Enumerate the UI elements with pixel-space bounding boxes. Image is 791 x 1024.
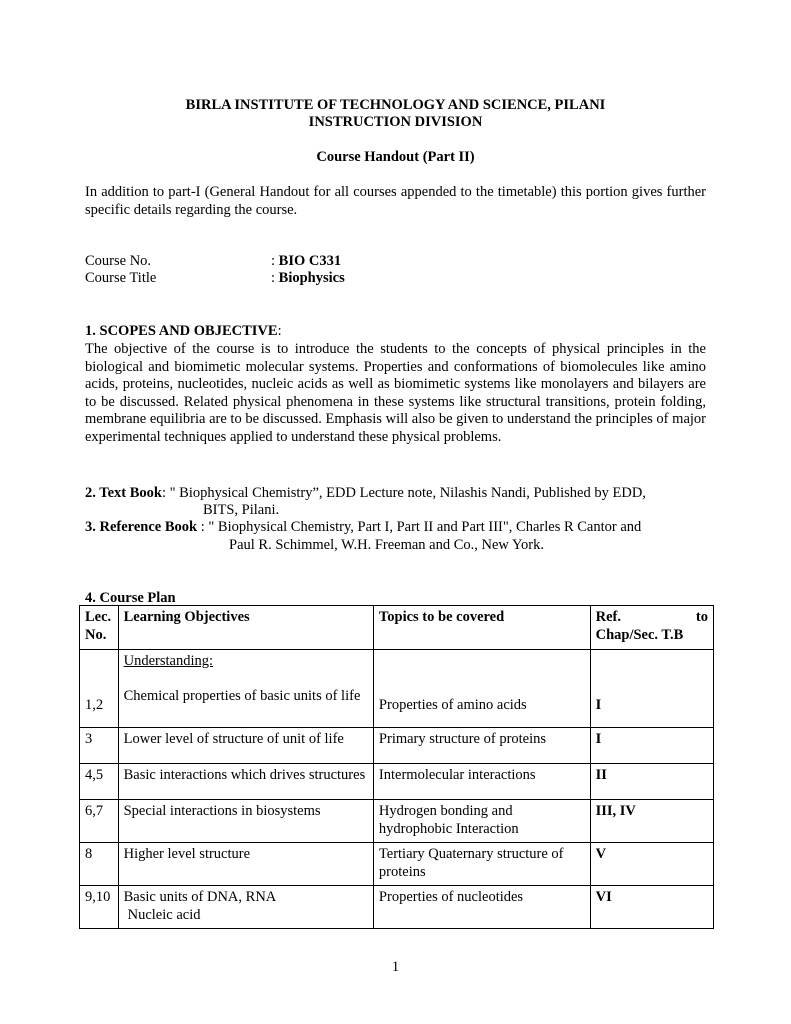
reference-book-citation: " Biophysical Chemistry, Part I, Part II and Part III", Charles R Cantor and <box>208 519 642 535</box>
objective-cell: Higher level structure <box>118 843 373 886</box>
section1-heading: 1. SCOPES AND OBJECTIVE: <box>85 323 282 339</box>
course-title-value: Biophysics <box>278 270 345 286</box>
topic-cell: Intermolecular interactions <box>373 764 590 800</box>
text-book-line2: BITS, Pilani. <box>203 502 280 518</box>
topic-cell: Properties of amino acids <box>378 697 527 713</box>
handout-title: Course Handout (Part II) <box>316 149 475 165</box>
table-header-row <box>80 606 714 650</box>
objective-cell: Chemical properties of basic units of life <box>123 687 361 704</box>
header-objectives: Learning Objectives <box>118 606 373 650</box>
lec-cell: 4,5 <box>80 764 119 800</box>
course-plan-table <box>79 605 714 929</box>
course-title: : Biophysics <box>271 270 345 286</box>
objective-cell-line2: Nucleic acid <box>127 906 201 923</box>
course-title-label: Course Title <box>85 270 157 286</box>
course-number: : BIO C331 <box>271 253 342 269</box>
table-row <box>80 650 714 728</box>
course-number-value: BIO C331 <box>278 253 342 269</box>
course-number-label: Course No. <box>85 253 152 269</box>
table-row <box>80 886 714 929</box>
lec-cell: 9,10 <box>80 886 119 929</box>
objective-cell: Special interactions in biosystems <box>118 800 373 843</box>
division-name: INSTRUCTION DIVISION <box>308 114 483 130</box>
ref-cell: III, IV <box>590 800 713 843</box>
table-row <box>80 728 714 764</box>
objective-cell: Basic units of DNA, RNA <box>123 889 277 905</box>
lec-cell: 6,7 <box>80 800 119 843</box>
section1-body: The objective of the course is to introduce the students to the concepts of physical principles in the biological and biomimetic molecular systems. Properties and conformations of biomolecules like amino acids, proteins, nucleotides, nucleic acids as well as biomimetic systems like monolayers and bilayers are to be discussed. Related physical phenomena in these systems like structural transitions, protein folding, membrane equilibria are to be discussed. Emphasis will also be given to understand the principles of major experimental techniques applied to understand these physical problems. <box>85 341 706 445</box>
table-row <box>80 764 714 800</box>
lec-cell: 8 <box>80 843 119 886</box>
ref-cell: V <box>590 843 713 886</box>
reference-book-line2: Paul R. Schimmel, W.H. Freeman and Co., New York. <box>229 537 544 553</box>
objective-cell: Basic interactions which drives structures <box>118 764 373 800</box>
table-row <box>80 800 714 843</box>
header-lec: Lec. No. <box>80 606 119 650</box>
ref-cell: VI <box>590 886 713 929</box>
topic-cell: Primary structure of proteins <box>373 728 590 764</box>
page-number: 1 <box>391 959 400 975</box>
objective-cell: Lower level of structure of unit of life <box>118 728 373 764</box>
reference-book-line: 3. Reference Book : " Biophysical Chemistry, Part I, Part II and Part III", Charles R Cantor and <box>85 519 642 535</box>
ref-cell: I <box>595 697 602 713</box>
institute-name: BIRLA INSTITUTE OF TECHNOLOGY AND SCIENCE, PILANI <box>185 97 606 113</box>
text-book-line: 2. Text Book: " Biophysical Chemistry”, EDD Lecture note, Nilashis Nandi, Published by EDD, <box>85 485 646 501</box>
topic-cell: Tertiary Quaternary structure of proteins <box>373 843 590 886</box>
topic-cell: Hydrogen bonding and hydrophobic Interaction <box>373 800 590 843</box>
understanding-label: Understanding: <box>123 653 214 669</box>
header-ref: Ref. to Chap/Sec. T.B <box>590 606 713 650</box>
lec-cell: 3 <box>80 728 119 764</box>
lec-cell: 1,2 <box>85 697 104 713</box>
course-plan-heading: 4. Course Plan <box>85 590 176 606</box>
table-row <box>80 843 714 886</box>
ref-cell: I <box>590 728 713 764</box>
intro-paragraph: In addition to part-I (General Handout for all courses appended to the timetable) this portion gives further specific details regarding the course. <box>85 184 706 218</box>
text-book-citation: " Biophysical Chemistry”, EDD Lecture note, Nilashis Nandi, Published by EDD, <box>169 485 646 501</box>
header-topics: Topics to be covered <box>373 606 590 650</box>
ref-cell: II <box>590 764 713 800</box>
topic-cell: Properties of nucleotides <box>373 886 590 929</box>
